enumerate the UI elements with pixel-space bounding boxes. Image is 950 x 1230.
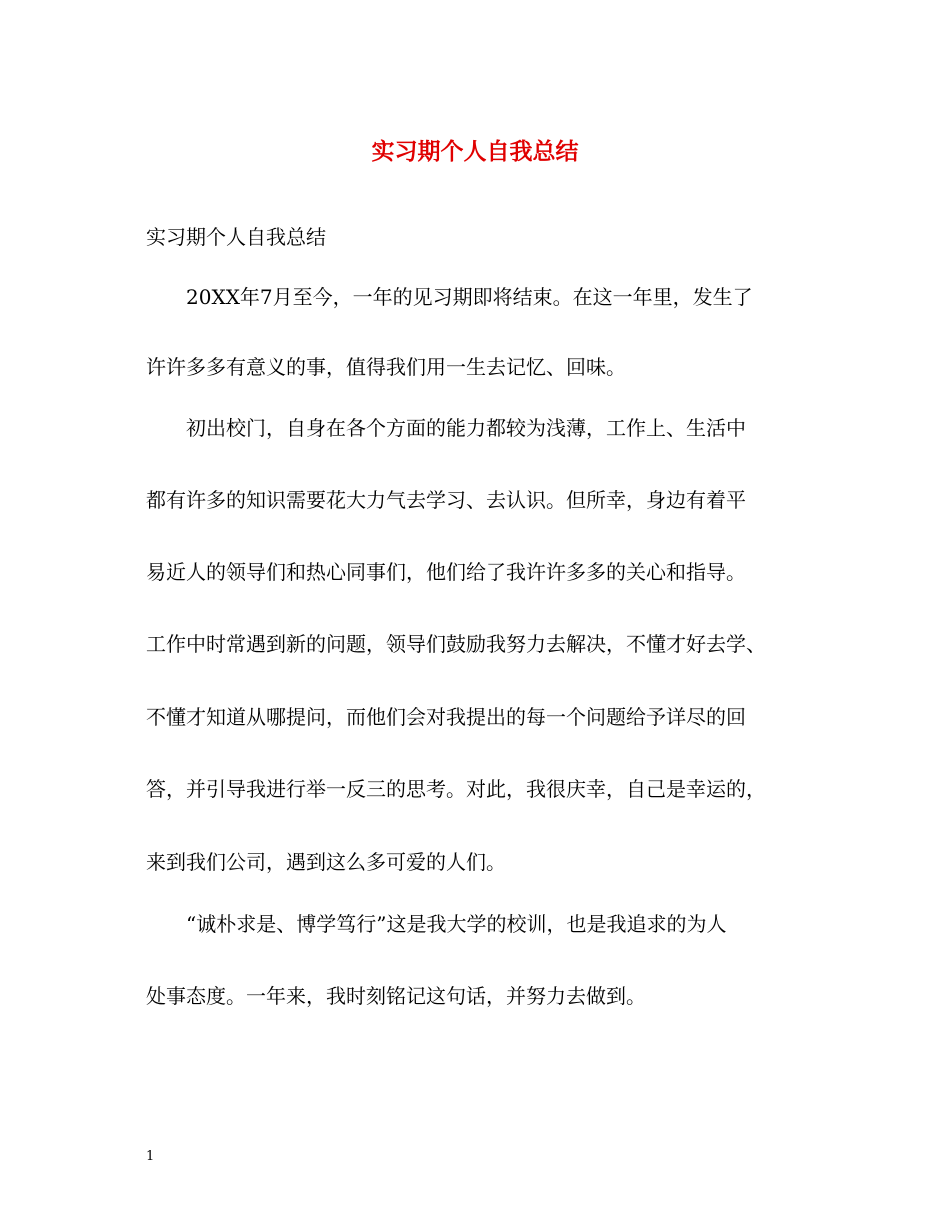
paragraph-1-line-2: 许许多多有意义的事，值得我们用一生去记忆、回味。 [146,355,626,379]
paragraph-2-line-5: 不懂才知道从哪提问，而他们会对我提出的每一个问题给予详尽的回 [146,705,746,729]
paragraph-2-line-6: 答，并引导我进行举一反三的思考。对此，我很庆幸，自己是幸运的， [146,777,766,801]
document-subtitle: 实习期个人自我总结 [146,225,326,249]
paragraph-2-line-7: 来到我们公司，遇到这么多可爱的人们。 [146,850,506,874]
paragraph-1-line-1: 20XX年7月至今，一年的见习期即将结束。在这一年里，发生了 [186,285,753,309]
paragraph-3-line-2: 处事态度。一年来，我时刻铭记这句话，并努力去做到。 [146,984,646,1008]
paragraph-2-line-1: 初出校门，自身在各个方面的能力都较为浅薄，工作上、生活中 [186,416,746,440]
document-title: 实习期个人自我总结 [371,138,579,165]
paragraph-2-line-3: 易近人的领导们和热心同事们，他们给了我许许多多的关心和指导。 [146,560,746,584]
paragraph-2-line-4: 工作中时常遇到新的问题，领导们鼓励我努力去解决，不懂才好去学、 [146,632,766,656]
paragraph-3-line-1: “诚朴求是、博学笃行”这是我大学的校训，也是我追求的为人 [186,912,727,936]
page-number: 1 [146,1149,155,1164]
paragraph-2-line-2: 都有许多的知识需要花大力气去学习、去认识。但所幸，身边有着平 [146,488,746,512]
